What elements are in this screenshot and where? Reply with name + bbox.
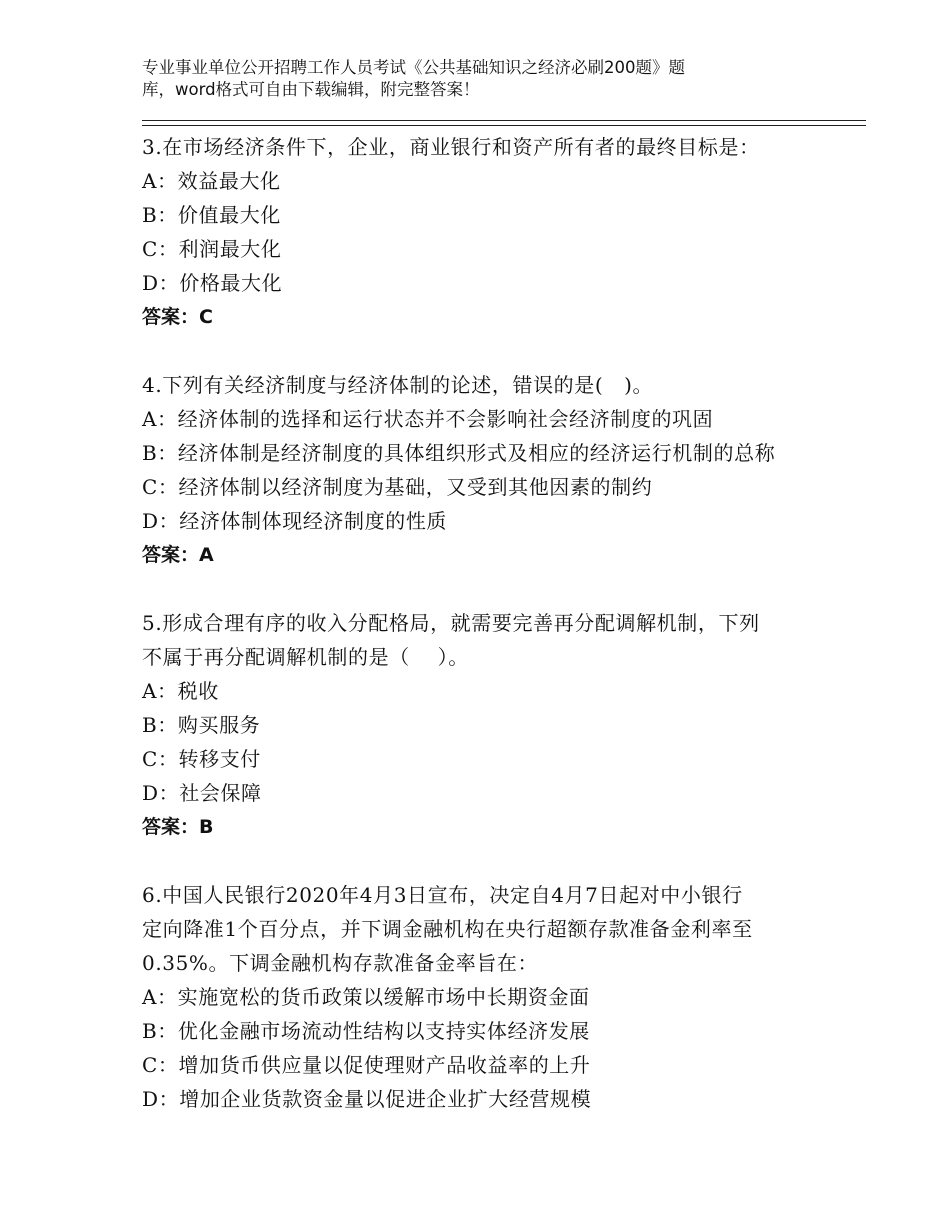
question-4	[142, 368, 832, 572]
header-line-1: 专业事业单位公开招聘工作人员考试《公共基础知识之经济必刷200题》题	[142, 58, 685, 77]
option-b: B：经济体制是经济制度的具体组织形式及相应的经济运行机制的总称	[142, 441, 776, 465]
option-c: C：经济体制以经济制度为基础，又受到其他因素的制约	[142, 475, 653, 499]
option-c: C：增加货币供应量以促使理财产品收益率的上升	[142, 1053, 591, 1077]
question-5	[142, 606, 832, 844]
option-a: A：效益最大化	[142, 169, 281, 193]
question-stem-line-3: 0.35%。下调金融机构存款准备金率旨在：	[142, 951, 539, 975]
question-3	[142, 130, 832, 334]
answer-label: 答案：A	[142, 544, 214, 566]
option-b: B：价值最大化	[142, 203, 281, 227]
option-d: D：价格最大化	[142, 271, 283, 295]
header-line-2: 库，word格式可自由下载编辑，附完整答案！	[142, 80, 480, 99]
answer-label: 答案：C	[142, 306, 213, 328]
question-stem: 3.在市场经济条件下，企业，商业银行和资产所有者的最终目标是：	[142, 135, 760, 159]
option-b: B：购买服务	[142, 713, 261, 737]
option-c: C：利润最大化	[142, 237, 282, 261]
question-6	[142, 878, 832, 1116]
option-d: D：经济体制体现经济制度的性质	[142, 509, 448, 533]
answer-label: 答案：B	[142, 816, 214, 838]
option-a: A：经济体制的选择和运行状态并不会影响社会经济制度的巩固	[142, 407, 714, 431]
option-d: D：增加企业货款资金量以促进企业扩大经营规模	[142, 1087, 592, 1111]
option-d: D：社会保障	[142, 781, 262, 805]
header-divider	[142, 120, 866, 126]
question-stem-line-1: 6.中国人民银行2020年4月3日宣布，决定自4月7日起对中小银行	[142, 883, 743, 907]
question-stem-line-2: 定向降准1个百分点，并下调金融机构在央行超额存款准备金利率至	[142, 917, 753, 941]
document-header	[142, 57, 772, 101]
option-a: A：税收	[142, 679, 219, 703]
option-a: A：实施宽松的货币政策以缓解市场中长期资金面	[142, 985, 590, 1009]
question-stem-line-1: 5.形成合理有序的收入分配格局，就需要完善再分配调解机制，下列	[142, 611, 760, 635]
option-b: B：优化金融市场流动性结构以支持实体经济发展	[142, 1019, 590, 1043]
question-stem: 4.下列有关经济制度与经济体制的论述，错误的是( )。	[142, 373, 654, 397]
option-c: C：转移支付	[142, 747, 261, 771]
question-list	[142, 130, 832, 1150]
question-stem-line-2: 不属于再分配调解机制的是（ ）。	[142, 645, 469, 669]
